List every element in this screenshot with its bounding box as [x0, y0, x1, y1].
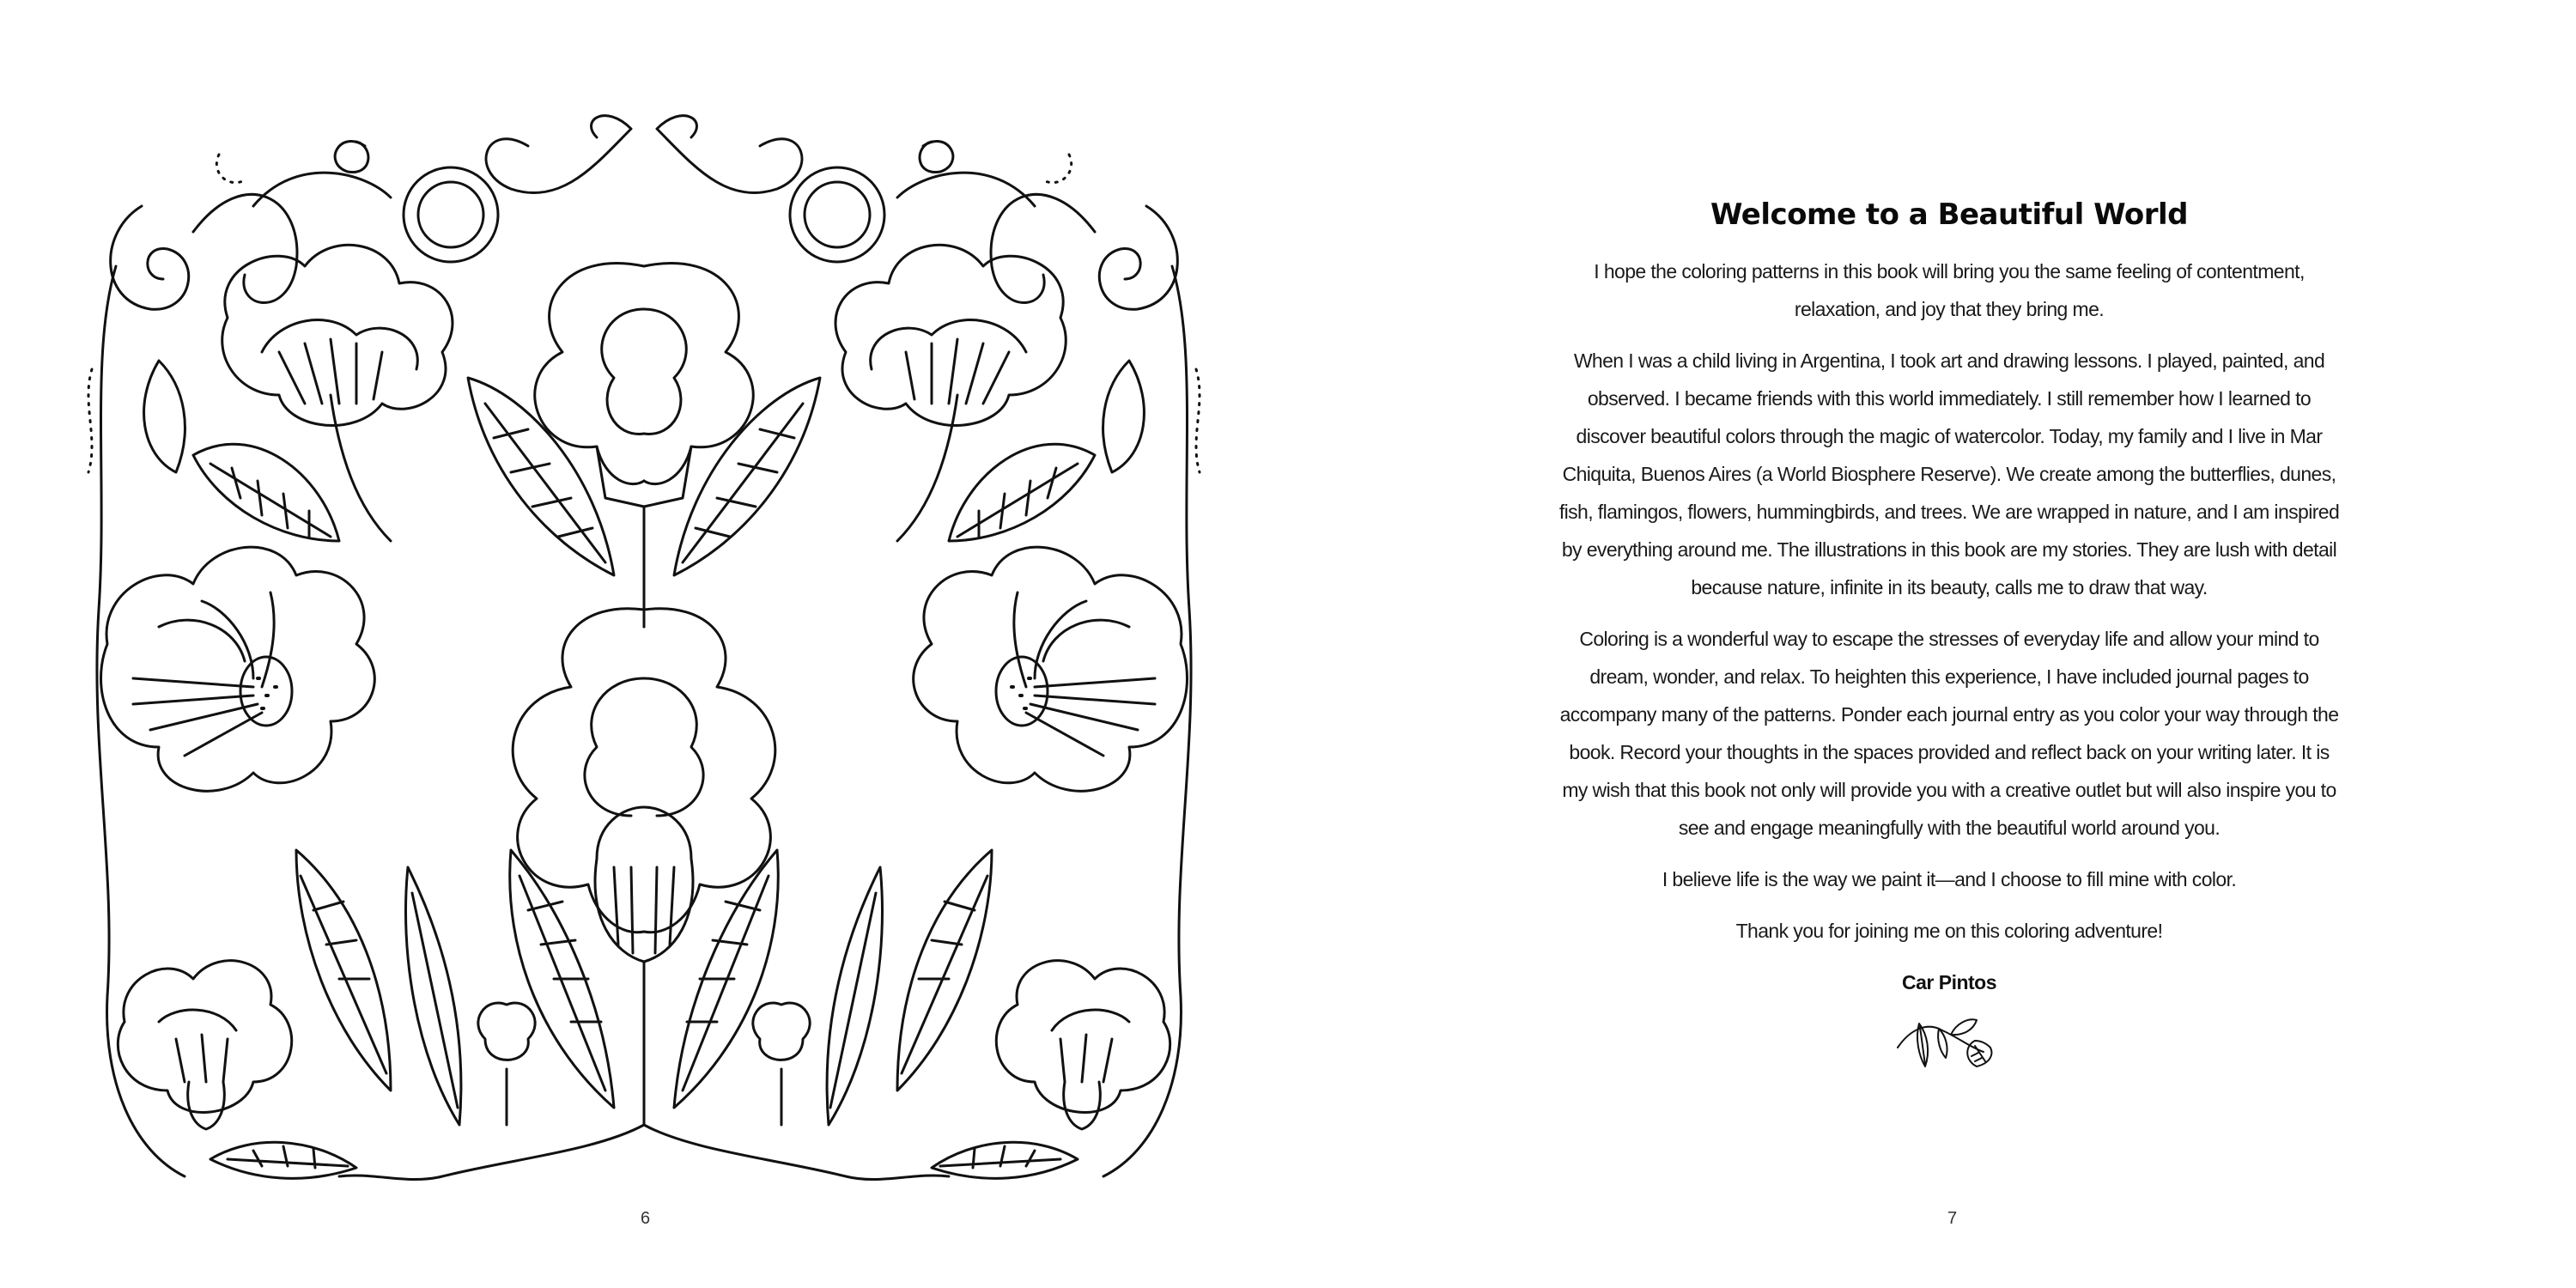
leaf-sprig-icon — [1889, 1013, 2009, 1073]
intro-paragraph-4: I believe life is the way we paint it—and I choose to fill mine with color. — [1662, 868, 2237, 890]
floral-illustration-icon — [82, 94, 1206, 1202]
intro-text-column — [1554, 196, 2344, 1073]
intro-paragraph-5: Thank you for joining me on this coloring adventure! — [1735, 920, 2163, 942]
author-signature: Car Pintos — [1901, 971, 1997, 993]
intro-paragraph-1: I hope the coloring patterns in this book will bring you the same feeling of contentment, relaxation, and joy that they bring me. — [1594, 260, 2305, 320]
intro-paragraph-3: Coloring is a wonderful way to escape the stresses of everyday life and allow your mind to dream, wonder, and relax. To heighten this experience, I have included journal pages to accompany many of the patterns. Ponder each journal entry as you color your way through the book. Record your thoughts in the spaces provided and reflect back on your writing later. It is my wish that this book not only will provide you with a creative outlet but will also inspire you to see and engage meaningfully with the beautiful world around you. — [1559, 628, 2339, 839]
right-page — [1288, 0, 2576, 1288]
page-number-right: 7 — [1947, 1209, 1958, 1228]
page-number-left: 6 — [641, 1209, 651, 1228]
intro-paragraph-2: When I was a child living in Argentina, I took art and drawing lessons. I played, painted, and observed. I became friends with this world immediately. I still remember how I learned to discover beautiful colors through the magic of watercolor. Today, my family and I live in Mar Chiquita, Buenos Aires (a World Biosphere Reserve). We create among the butterflies, dunes, fish, flamingos, flowers, hummingbirds, and trees. We are wrapped in nature, and I am inspired by everything around me. The illustrations in this book are my stories. They are lush with detail because nature, infinite in its beauty, calls me to draw that way. — [1558, 349, 2340, 598]
page-title: Welcome to a Beautiful World — [1710, 197, 2188, 232]
